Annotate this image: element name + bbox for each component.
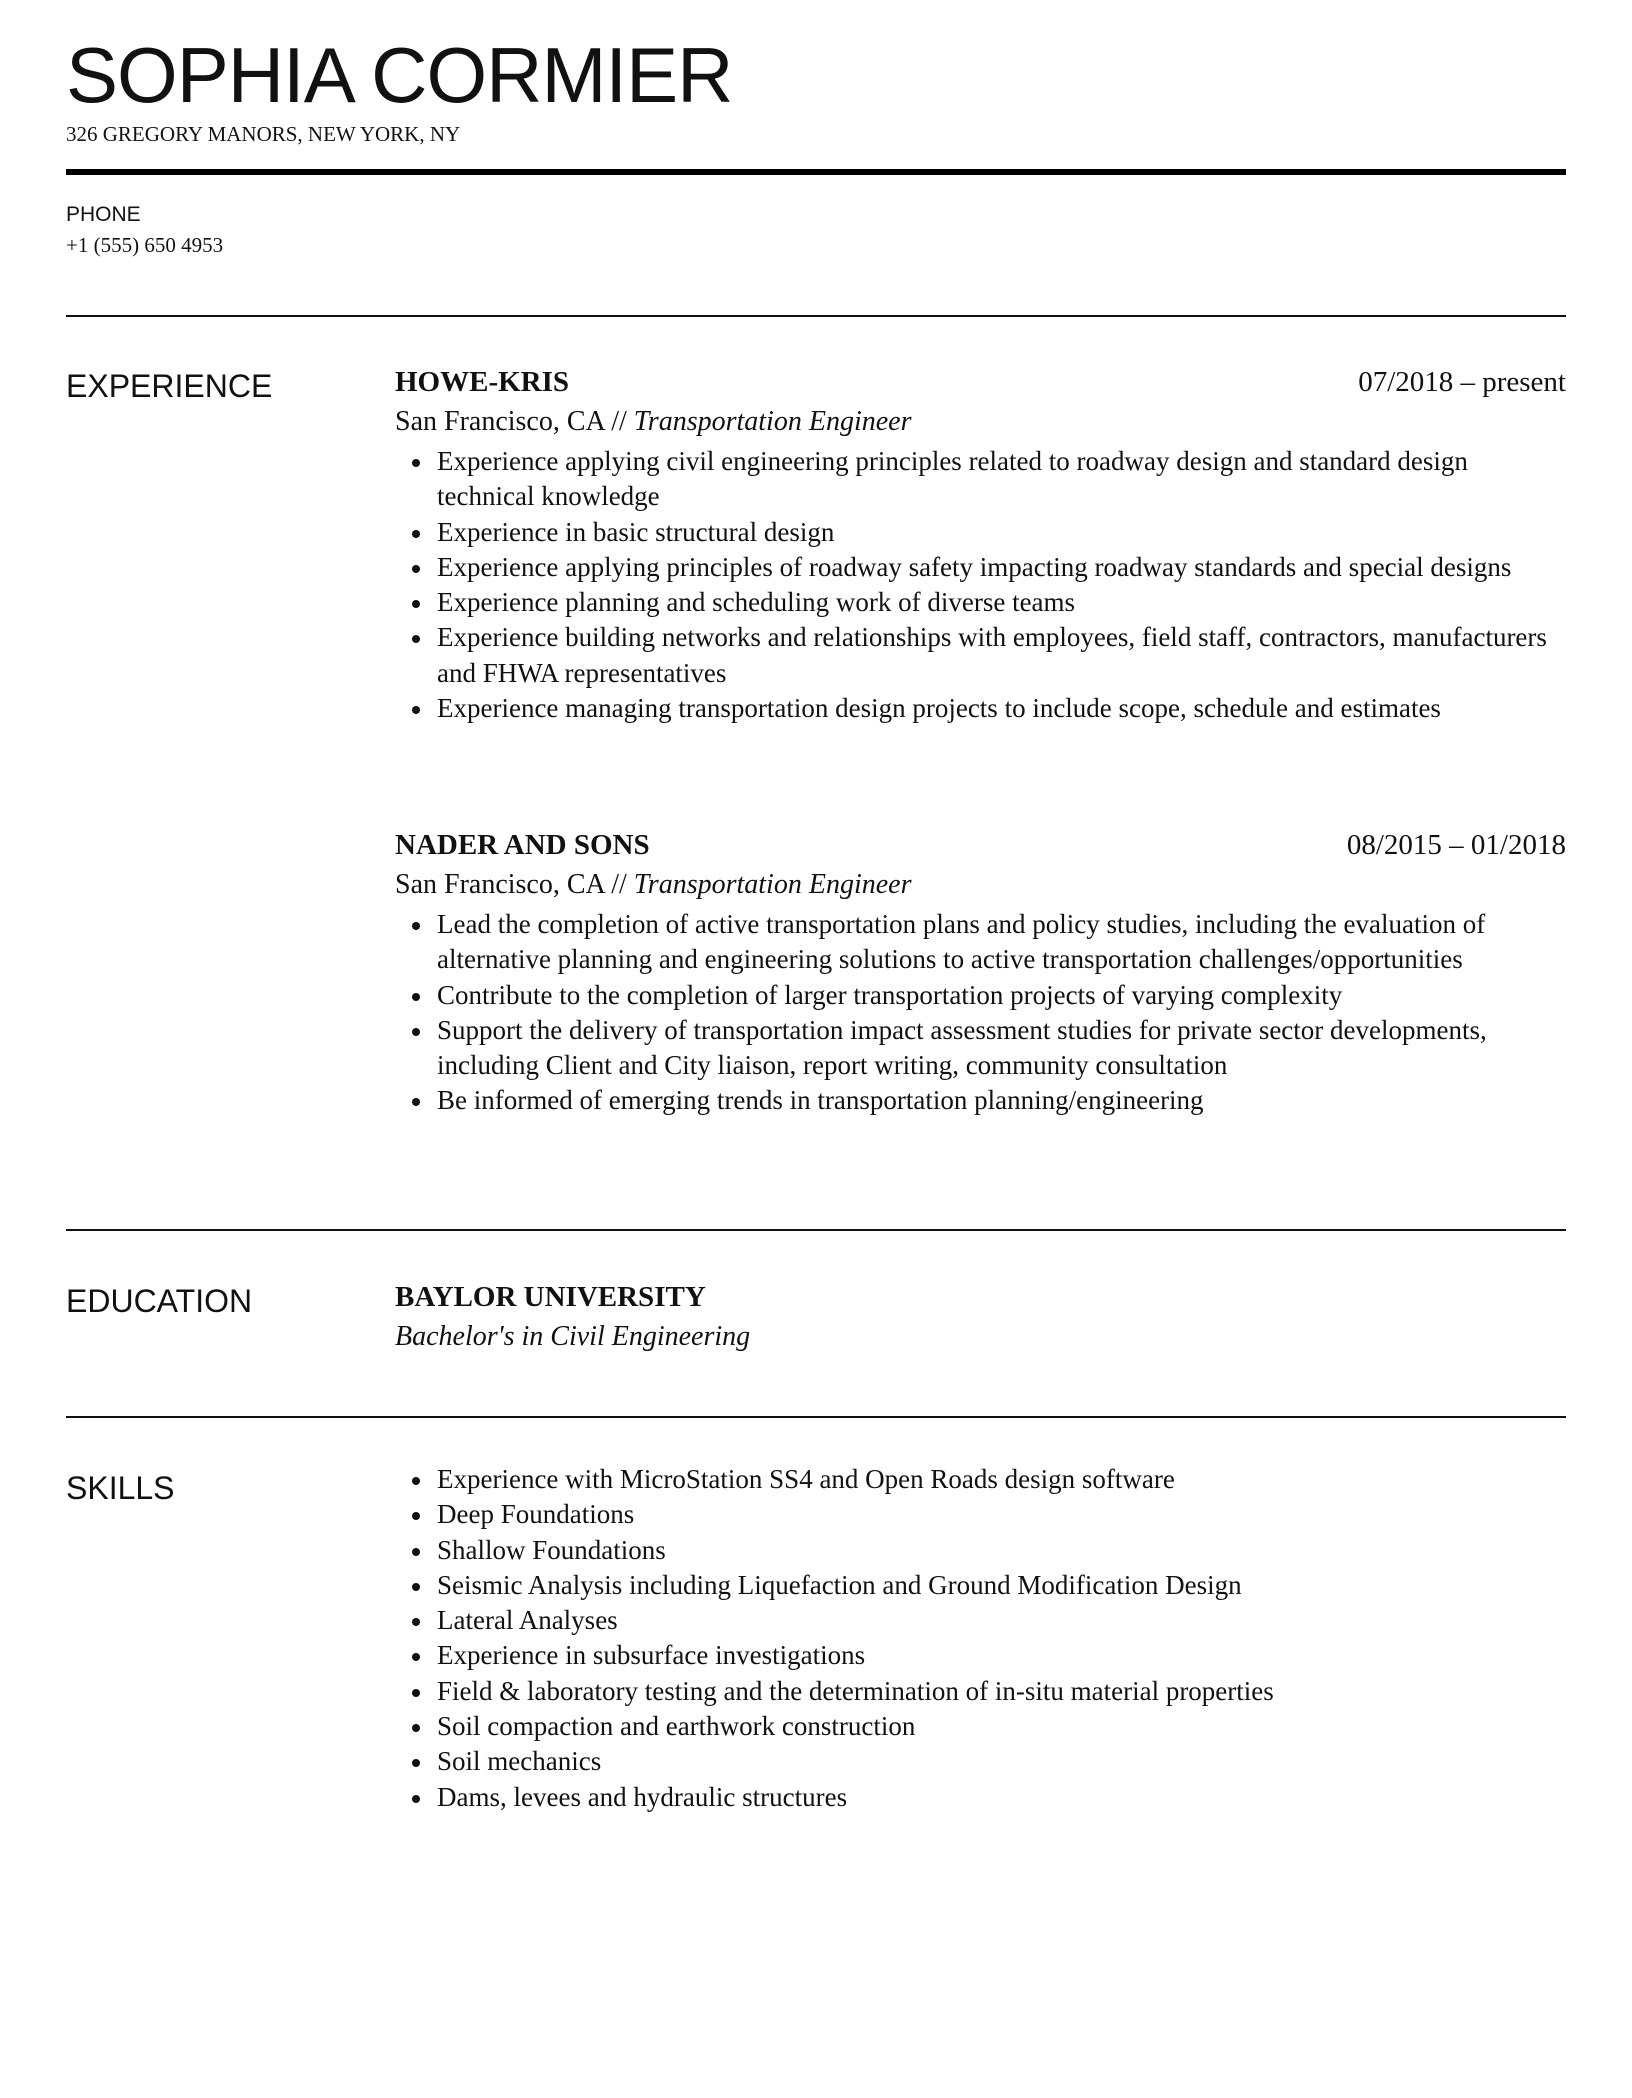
list-item: Experience planning and scheduling work of diverse teams (437, 585, 1566, 620)
list-item: Experience in subsurface investigations (437, 1638, 1566, 1673)
section-divider (66, 1229, 1566, 1231)
job-subline (395, 865, 1566, 905)
list-item: Dams, levees and hydraulic structures (437, 1780, 1566, 1815)
company-name: NADER AND SONS (395, 829, 650, 861)
job-header (395, 825, 1566, 865)
education-entry (395, 1277, 1566, 1357)
list-item: Be informed of emerging trends in transportation planning/engineering (437, 1083, 1566, 1118)
job-bullets (395, 444, 1566, 726)
job-separator: // (611, 869, 627, 900)
list-item: Support the delivery of transportation impact assessment studies for private sector developments, including Client and City liaison, report writing, community consultation (437, 1013, 1566, 1084)
list-item: Lead the completion of active transportation plans and policy studies, including the evaluation of alternative planning and engineering solutions to active transportation challenges/opportunities (437, 907, 1566, 978)
list-item: Experience managing transportation design projects to include scope, schedule and estimates (437, 691, 1566, 726)
section-divider (66, 1416, 1566, 1418)
job-location: San Francisco, CA (395, 406, 605, 437)
list-item: Experience in basic structural design (437, 515, 1566, 550)
list-item: Experience applying civil engineering principles related to roadway design and standard design technical knowledge (437, 444, 1566, 515)
skills-title: SKILLS (66, 1470, 175, 1506)
list-item: Experience applying principles of roadway safety impacting roadway standards and special designs (437, 550, 1566, 585)
candidate-name: SOPHIA CORMIER (66, 31, 733, 119)
job-entry (395, 825, 1566, 1119)
job-dates: 08/2015 – 01/2018 (1346, 829, 1566, 861)
phone-label: PHONE (66, 203, 141, 226)
section-divider (66, 315, 1566, 317)
job-header (395, 362, 1566, 402)
list-item: Soil compaction and earthwork construction (437, 1709, 1566, 1744)
list-item: Field & laboratory testing and the determination of in-situ material properties (437, 1674, 1566, 1709)
job-dates: 07/2018 – present (1358, 366, 1566, 398)
candidate-address: 326 GREGORY MANORS, NEW YORK, NY (66, 122, 461, 146)
job-separator: // (611, 406, 627, 437)
job-location: San Francisco, CA (395, 869, 605, 900)
job-subline (395, 402, 1566, 442)
list-item: Experience with MicroStation SS4 and Open Roads design software (437, 1462, 1566, 1497)
list-item: Shallow Foundations (437, 1533, 1566, 1568)
phone-value: +1 (555) 650 4953 (66, 233, 224, 257)
skills-list (395, 1462, 1566, 1815)
job-role: Transportation Engineer (633, 406, 912, 437)
list-item: Lateral Analyses (437, 1603, 1566, 1638)
job-bullets (395, 907, 1566, 1119)
experience-title: EXPERIENCE (66, 368, 273, 404)
header-divider (66, 169, 1566, 175)
job-role: Transportation Engineer (633, 869, 912, 900)
degree-name: Bachelor's in Civil Engineering (395, 1321, 751, 1352)
list-item: Seismic Analysis including Liquefaction and Ground Modification Design (437, 1568, 1566, 1603)
skills-list-wrap (395, 1462, 1566, 1815)
education-title: EDUCATION (66, 1283, 253, 1319)
job-entry (395, 362, 1566, 726)
list-item: Contribute to the completion of larger transportation projects of varying complexity (437, 978, 1566, 1013)
list-item: Soil mechanics (437, 1744, 1566, 1779)
list-item: Experience building networks and relationships with employees, field staff, contractors, manufacturers and FHWA representatives (437, 620, 1566, 691)
list-item: Deep Foundations (437, 1497, 1566, 1532)
company-name: HOWE-KRIS (395, 366, 570, 398)
school-name: BAYLOR UNIVERSITY (395, 1281, 706, 1313)
